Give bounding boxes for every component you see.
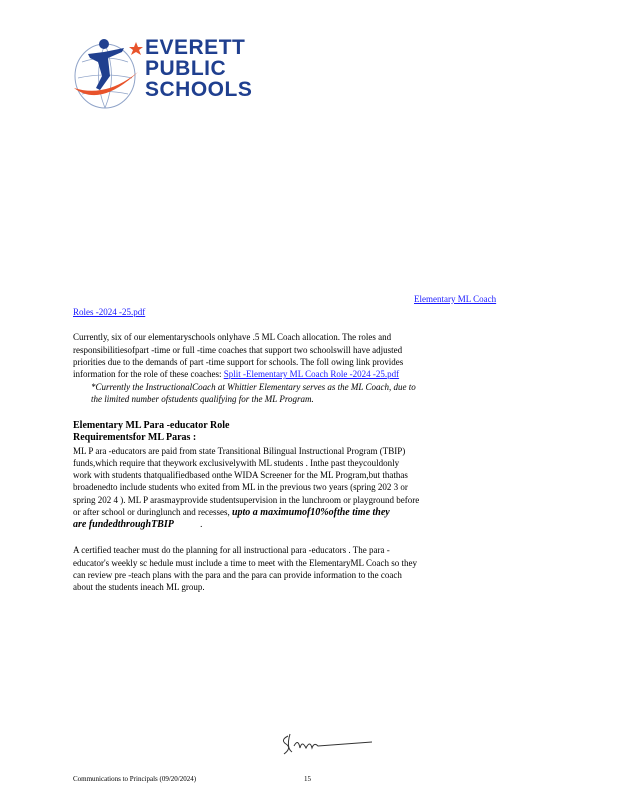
split-coach-role-link[interactable]: Split -Elementary ML Coach Role -2024 -25.pdf	[223, 369, 400, 379]
paragraph-text: information for the role of these coaches:	[73, 369, 222, 379]
paragraph-line: educator's weekly sc hedule must include a time to meet with the ElementaryML Coach so they	[73, 558, 417, 568]
paragraph-line: about the students ineach ML group.	[73, 582, 205, 592]
section-heading: Requirementsfor ML Paras :	[73, 432, 197, 443]
paragraph-line: responsibilitiesofpart -time or full -time coaches that support two schoolswill have adjusted	[73, 345, 403, 355]
paragraph-line: funds,which require that theywork exclusivelywith ML students . Inthe past theycouldonly	[73, 458, 400, 468]
footnote-line: the limited number ofstudents qualifying for the ML Program.	[91, 394, 314, 404]
emphasis-text: upto a maximumof10%ofthe time they	[231, 507, 390, 518]
paragraph-line: work with students thatqualifiedbased onthe WIDA Screener for the ML Program,but thathas	[73, 470, 408, 480]
district-logo-text: EVERETT PUBLIC SCHOOLS	[145, 36, 253, 101]
emphasis-text: are fundedthroughTBIP	[73, 519, 174, 530]
paragraph-text: .	[200, 519, 203, 529]
paragraph-line	[73, 369, 399, 380]
footnote-line: *Currently the InstructionalCoach at Whittier Elementary serves as the ML Coach, due to	[91, 382, 416, 392]
paragraph-line: A certified teacher must do the planning for all instructional para -educators . The para -	[73, 545, 390, 555]
paragraph-line	[73, 519, 202, 530]
paragraph-text: or after school or duringlunch and recesses,	[73, 507, 230, 517]
paragraph-line: Currently, six of our elementaryschools onlyhave .5 ML Coach allocation. The roles and	[73, 332, 392, 342]
coach-roles-link[interactable]: Elementary ML Coach	[414, 294, 497, 304]
paragraph-line: ML P ara -educators are paid from state Transitional Bilingual Instructional Program (TBIP)	[73, 446, 406, 456]
section-heading: Elementary ML Para -educator Role	[73, 420, 230, 431]
page-number: 15	[304, 775, 311, 783]
coach-roles-link-continued[interactable]: Roles -2024 -25.pdf	[73, 307, 146, 317]
paragraph-line: can review pre -teach plans with the para and the para can provide information to the coach	[73, 570, 402, 580]
paragraph-line	[73, 507, 390, 518]
signature-image	[276, 728, 376, 758]
footer-text: Communications to Principals (09/20/2024)	[73, 775, 197, 783]
paragraph-line: broadenedto include students who exited from ML in the previous two years (spring 202 3 or	[73, 482, 408, 492]
paragraph-line: priorities due to the demands of part -time support for schools. The foll owing link provides	[73, 357, 404, 367]
paragraph-line: spring 202 4 ). ML P arasmayprovide studentsupervision in the lunchroom or playground before	[73, 495, 420, 505]
